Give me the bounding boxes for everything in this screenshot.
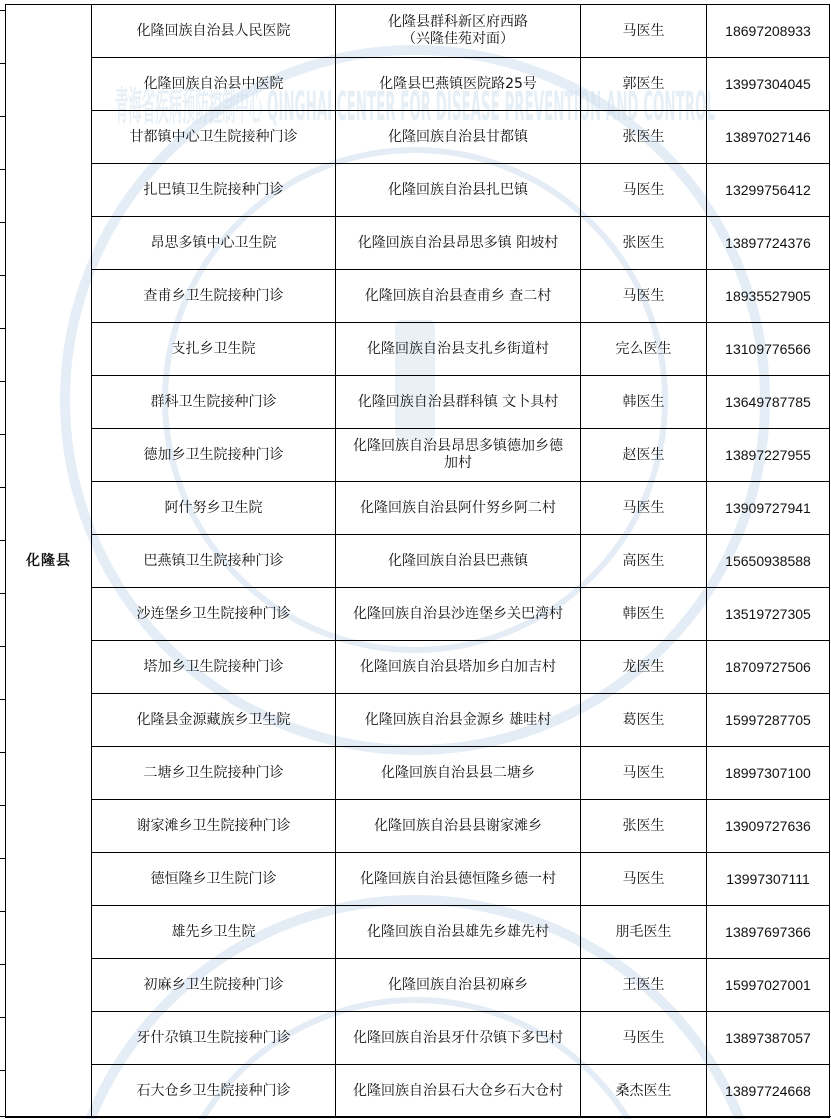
phone-cell: 13649787785	[707, 376, 830, 429]
doctor-cell: 完么医生	[581, 323, 707, 376]
doctor-cell: 马医生	[581, 1012, 707, 1065]
doctor-cell: 赵医生	[581, 429, 707, 482]
table-row	[6, 376, 830, 429]
table-row	[6, 1065, 830, 1118]
phone-cell: 13897724668	[707, 1065, 830, 1118]
doctor-cell: 马医生	[581, 270, 707, 323]
phone-cell: 13997307111	[707, 853, 830, 906]
table-row	[6, 482, 830, 535]
site-name-cell: 化隆回族自治县人民医院	[92, 5, 336, 58]
bottom-border	[0, 1116, 831, 1117]
address-cell: 化隆回族自治县牙什尕镇下多巴村	[336, 1012, 581, 1065]
site-name-cell: 德恒隆乡卫生院门诊	[92, 853, 336, 906]
phone-cell: 18709727506	[707, 641, 830, 694]
site-name-cell: 化隆回族自治县中医院	[92, 58, 336, 111]
table-row	[6, 111, 830, 164]
doctor-cell: 郭医生	[581, 58, 707, 111]
site-name-cell: 查甫乡卫生院接种门诊	[92, 270, 336, 323]
table-row	[6, 323, 830, 376]
table-row	[6, 694, 830, 747]
table-row	[6, 1012, 830, 1065]
phone-cell: 13897724376	[707, 217, 830, 270]
site-name-cell: 扎巴镇卫生院接种门诊	[92, 164, 336, 217]
address-cell: 化隆回族自治县初麻乡	[336, 959, 581, 1012]
site-name-cell: 石大仓乡卫生院接种门诊	[92, 1065, 336, 1118]
table-row	[6, 429, 830, 482]
table-row	[6, 800, 830, 853]
phone-cell: 15997287705	[707, 694, 830, 747]
phone-cell: 13897227955	[707, 429, 830, 482]
site-name-cell: 初麻乡卫生院接种门诊	[92, 959, 336, 1012]
doctor-cell: 马医生	[581, 164, 707, 217]
site-name-cell: 化隆县金源藏族乡卫生院	[92, 694, 336, 747]
address-cell: 化隆回族自治县群科镇 文卜具村	[336, 376, 581, 429]
doctor-cell: 韩医生	[581, 588, 707, 641]
vaccination-sites-table	[5, 4, 830, 1118]
site-name-cell: 巴燕镇卫生院接种门诊	[92, 535, 336, 588]
address-cell: 化隆回族自治县支扎乡街道村	[336, 323, 581, 376]
site-name-cell: 沙连堡乡卫生院接种门诊	[92, 588, 336, 641]
table-row	[6, 164, 830, 217]
phone-cell: 18997307100	[707, 747, 830, 800]
address-cell: 化隆回族自治县沙连堡乡关巴湾村	[336, 588, 581, 641]
phone-cell: 18935527905	[707, 270, 830, 323]
table-row	[6, 270, 830, 323]
county-cell: 化隆县	[6, 5, 92, 1118]
phone-cell: 13897027146	[707, 111, 830, 164]
address-cell: 化隆回族自治县石大仓乡石大仓村	[336, 1065, 581, 1118]
site-name-cell: 阿什努乡卫生院	[92, 482, 336, 535]
site-name-cell: 雄先乡卫生院	[92, 906, 336, 959]
phone-cell: 13519727305	[707, 588, 830, 641]
address-cell: 化隆回族自治县县二塘乡	[336, 747, 581, 800]
phone-cell: 13299756412	[707, 164, 830, 217]
address-cell: 化隆回族自治县阿什努乡阿二村	[336, 482, 581, 535]
site-name-cell: 甘都镇中心卫生院接种门诊	[92, 111, 336, 164]
phone-cell: 18697208933	[707, 5, 830, 58]
phone-cell: 13897387057	[707, 1012, 830, 1065]
address-cell: 化隆回族自治县金源乡 雄哇村	[336, 694, 581, 747]
doctor-cell: 朋毛医生	[581, 906, 707, 959]
watermark-text: 青海省疾病预防控制中心 QINGHAI CENTER FOR DISEASE PREVENTION AND CONTROL	[115, 84, 715, 130]
site-name-cell: 昂思多镇中心卫生院	[92, 217, 336, 270]
table-row	[6, 58, 830, 111]
doctor-cell: 马医生	[581, 853, 707, 906]
doctor-cell: 韩医生	[581, 376, 707, 429]
doctor-cell: 桑杰医生	[581, 1065, 707, 1118]
site-name-cell: 群科卫生院接种门诊	[92, 376, 336, 429]
doctor-cell: 张医生	[581, 800, 707, 853]
phone-cell: 13897697366	[707, 906, 830, 959]
address-cell: 化隆回族自治县县谢家滩乡	[336, 800, 581, 853]
address-cell: 化隆回族自治县扎巴镇	[336, 164, 581, 217]
table-row	[6, 906, 830, 959]
phone-cell: 13909727941	[707, 482, 830, 535]
table-row	[6, 217, 830, 270]
table-row	[6, 853, 830, 906]
doctor-cell: 王医生	[581, 959, 707, 1012]
address-cell: 化隆回族自治县巴燕镇	[336, 535, 581, 588]
table-row	[6, 5, 830, 58]
site-name-cell: 牙什尕镇卫生院接种门诊	[92, 1012, 336, 1065]
table-row	[6, 535, 830, 588]
doctor-cell: 张医生	[581, 217, 707, 270]
table-body	[6, 5, 830, 1118]
doctor-cell: 张医生	[581, 111, 707, 164]
doctor-cell: 马医生	[581, 482, 707, 535]
site-name-cell: 塔加乡卫生院接种门诊	[92, 641, 336, 694]
phone-cell: 13997304045	[707, 58, 830, 111]
site-name-cell: 二塘乡卫生院接种门诊	[92, 747, 336, 800]
phone-cell: 15997027001	[707, 959, 830, 1012]
table-row	[6, 747, 830, 800]
doctor-cell: 马医生	[581, 747, 707, 800]
address-cell: 化隆回族自治县塔加乡白加吉村	[336, 641, 581, 694]
address-cell: 化隆县群科新区府西路 （兴隆佳苑对面）	[336, 5, 581, 58]
phone-cell: 15650938588	[707, 535, 830, 588]
phone-cell: 13909727636	[707, 800, 830, 853]
address-cell: 化隆回族自治县查甫乡 查二村	[336, 270, 581, 323]
address-cell: 化隆回族自治县昂思多镇德加乡德 加村	[336, 429, 581, 482]
phone-cell: 13109776566	[707, 323, 830, 376]
site-name-cell: 德加乡卫生院接种门诊	[92, 429, 336, 482]
doctor-cell: 龙医生	[581, 641, 707, 694]
address-cell: 化隆回族自治县德恒隆乡德一村	[336, 853, 581, 906]
table-row	[6, 959, 830, 1012]
address-cell: 化隆回族自治县昂思多镇 阳坡村	[336, 217, 581, 270]
table-row	[6, 588, 830, 641]
address-cell: 化隆回族自治县甘都镇	[336, 111, 581, 164]
doctor-cell: 马医生	[581, 5, 707, 58]
site-name-cell: 谢家滩乡卫生院接种门诊	[92, 800, 336, 853]
table-row	[6, 641, 830, 694]
site-name-cell: 支扎乡卫生院	[92, 323, 336, 376]
address-cell: 化隆县巴燕镇医院路25号	[336, 58, 581, 111]
address-cell: 化隆回族自治县雄先乡雄先村	[336, 906, 581, 959]
doctor-cell: 葛医生	[581, 694, 707, 747]
doctor-cell: 高医生	[581, 535, 707, 588]
